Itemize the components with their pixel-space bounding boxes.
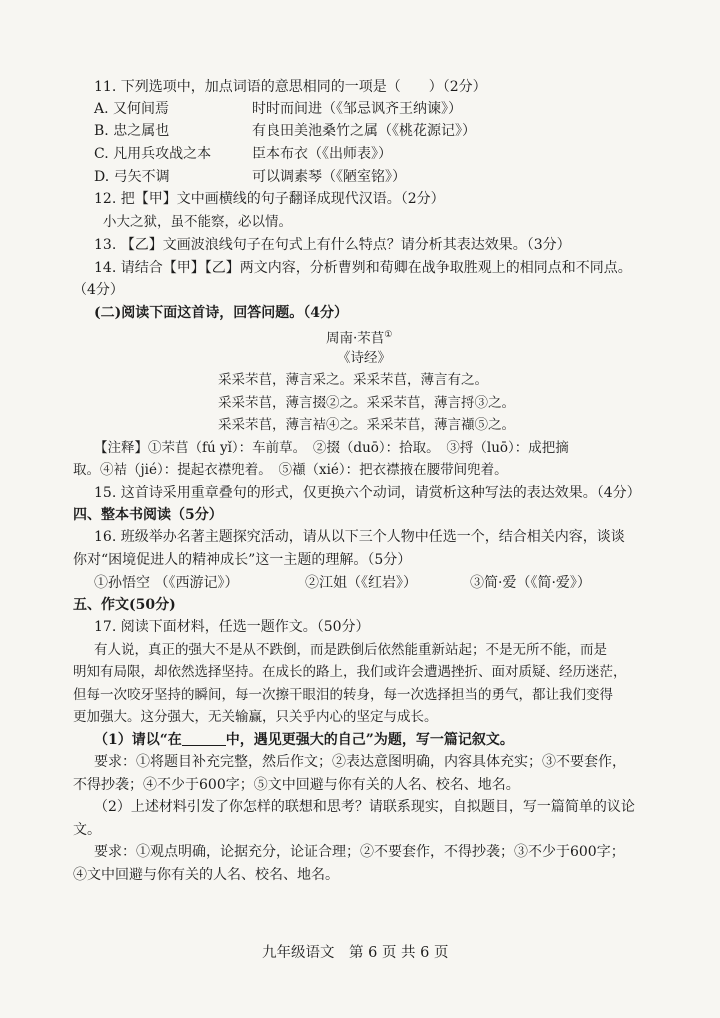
- poem-notes-line1: 【注释】①芣苢（fú yǐ）：车前草。 ②掇（duō）：拾取。 ③捋（luō）：成把摘: [94, 440, 569, 456]
- title-blank: [182, 731, 226, 746]
- q14-line1: 14. 请结合【甲】【乙】两文内容，分析曹刿和荀卿在战争取胜观上的相同点和不同点。: [94, 260, 632, 276]
- page-footer: 九年级语文 第 6 页 共 6 页: [262, 945, 449, 961]
- q14-line2: （4分）: [73, 282, 124, 298]
- q16-line2: 你对“困境促进人的精神成长”这一主题的理解。（5分）: [73, 552, 412, 568]
- poem-title-note: ①: [384, 330, 393, 340]
- q11-option-c-ref: 臣本布衣（《出师表》）: [252, 146, 392, 162]
- material-line-3: 但每一次咬牙坚持的瞬间，每一次擦干眼泪的转身，每一次选择担当的勇气，都让我们变得: [73, 687, 613, 703]
- poem-line-1: 采采芣苢，薄言采之。采采芣苢，薄言有之。: [218, 372, 488, 388]
- poem-title: [326, 325, 392, 349]
- q15-stem: 15. 这首诗采用重章叠句的形式，仅更换六个动词，请赏析这种写法的表达效果。（4分）: [94, 485, 641, 501]
- q11-stem: 11. 下列选项中，加点词语的意思相同的一项是（ ）（2分）: [94, 79, 487, 95]
- essay-req2-line2: ④文中回避与你有关的人名、校名、地名。: [73, 867, 339, 883]
- poem-heading: (二)阅读下面这首诗，回答问题。（4分）: [94, 305, 348, 321]
- essay-option-1-pre: （1）请以“在: [94, 732, 182, 748]
- q11-option-d-label: D. 弓矢不调: [94, 169, 170, 185]
- q16-choice-2: ②江姐（《红岩》）: [305, 575, 417, 591]
- q13-stem: 13. 【乙】文画波浪线句子在句式上有什么特点？请分析其表达效果。（3分）: [94, 237, 571, 253]
- q11-option-a-label: A. 又何间焉: [94, 101, 170, 117]
- essay-req1-line1: 要求：①将题目补充完整，然后作文；②表达意图明确，内容具体充实；③不要套作，: [94, 754, 626, 770]
- material-line-2: 明知有局限，却依然选择坚持。在成长的路上，我们或许会遭遇挫折、面对质疑、经历迷茫，: [73, 664, 627, 680]
- q11-option-a-ref: 时时而间进（《邹忌讽齐王纳谏》）: [252, 101, 462, 117]
- q11-option-b-ref: 有良田美池桑竹之属（《桃花源记》）: [252, 123, 476, 139]
- q11-option-c-label: C. 凡用兵攻战之本: [94, 146, 212, 162]
- poem-source: 《诗经》: [337, 350, 391, 366]
- essay-option-2-line1: （2）上述材料引发了你怎样的联想和思考？请联系现实，自拟题目，写一篇简单的议论: [94, 799, 635, 815]
- q12-stem: 12. 把【甲】文中画横线的句子翻译成现代汉语。（2分）: [94, 191, 445, 207]
- q11-option-b-label: B. 忠之属也: [94, 123, 170, 139]
- poem-title-text: 周南·芣苢: [326, 330, 385, 347]
- material-line-1: 有人说，真正的强大不是从不跌倒，而是跌倒后依然能重新站起；不是无所不能，而是: [94, 642, 607, 658]
- q16-choice-3: ③简·爱（《简·爱》）: [470, 575, 591, 591]
- essay-req1-line2: 不得抄袭；④不少于600字；⑤文中回避与你有关的人名、校名、地名。: [73, 777, 520, 793]
- section5-heading: 五、作文(50分): [73, 597, 176, 613]
- q17-stem: 17. 阅读下面材料，任选一题作文。（50分）: [94, 619, 370, 635]
- essay-option-2-line2: 文。: [73, 822, 101, 838]
- q16-choice-1: ①孙悟空 （《西游记》）: [94, 575, 239, 591]
- section4-heading: 四、整本书阅读（5分）: [73, 507, 223, 523]
- essay-option-1: [94, 730, 514, 750]
- q16-line1: 16. 班级举办名著主题探究活动，请从以下三个人物中任选一个，结合相关内容，谈谈: [94, 529, 625, 545]
- poem-line-2: 采采芣苢，薄言掇②之。采采芣苢，薄言捋③之。: [218, 395, 515, 411]
- poem-notes-line2: 取。④袺（jié）：提起衣襟兜着。 ⑤襭（xié）：把衣襟掖在腰带间兜着。: [73, 462, 508, 478]
- material-line-4: 更加强大。这分强大，无关输赢，只关乎内心的坚定与成长。: [73, 709, 438, 725]
- q11-option-d-ref: 可以调素琴（《陋室铭》）: [252, 169, 406, 185]
- poem-line-3: 采采芣苢，薄言袺④之。采采芣苢，薄言襭⑤之。: [218, 417, 515, 433]
- essay-option-1-post: 中，遇见更强大的自己”为题，写一篇记叙文。: [225, 732, 514, 748]
- q12-sentence: 小大之狱，虽不能察，必以情。: [103, 214, 292, 230]
- essay-req2-line1: 要求：①观点明确，论据充分，论证合理；②不要套作，不得抄袭；③不少于600字；: [94, 844, 625, 860]
